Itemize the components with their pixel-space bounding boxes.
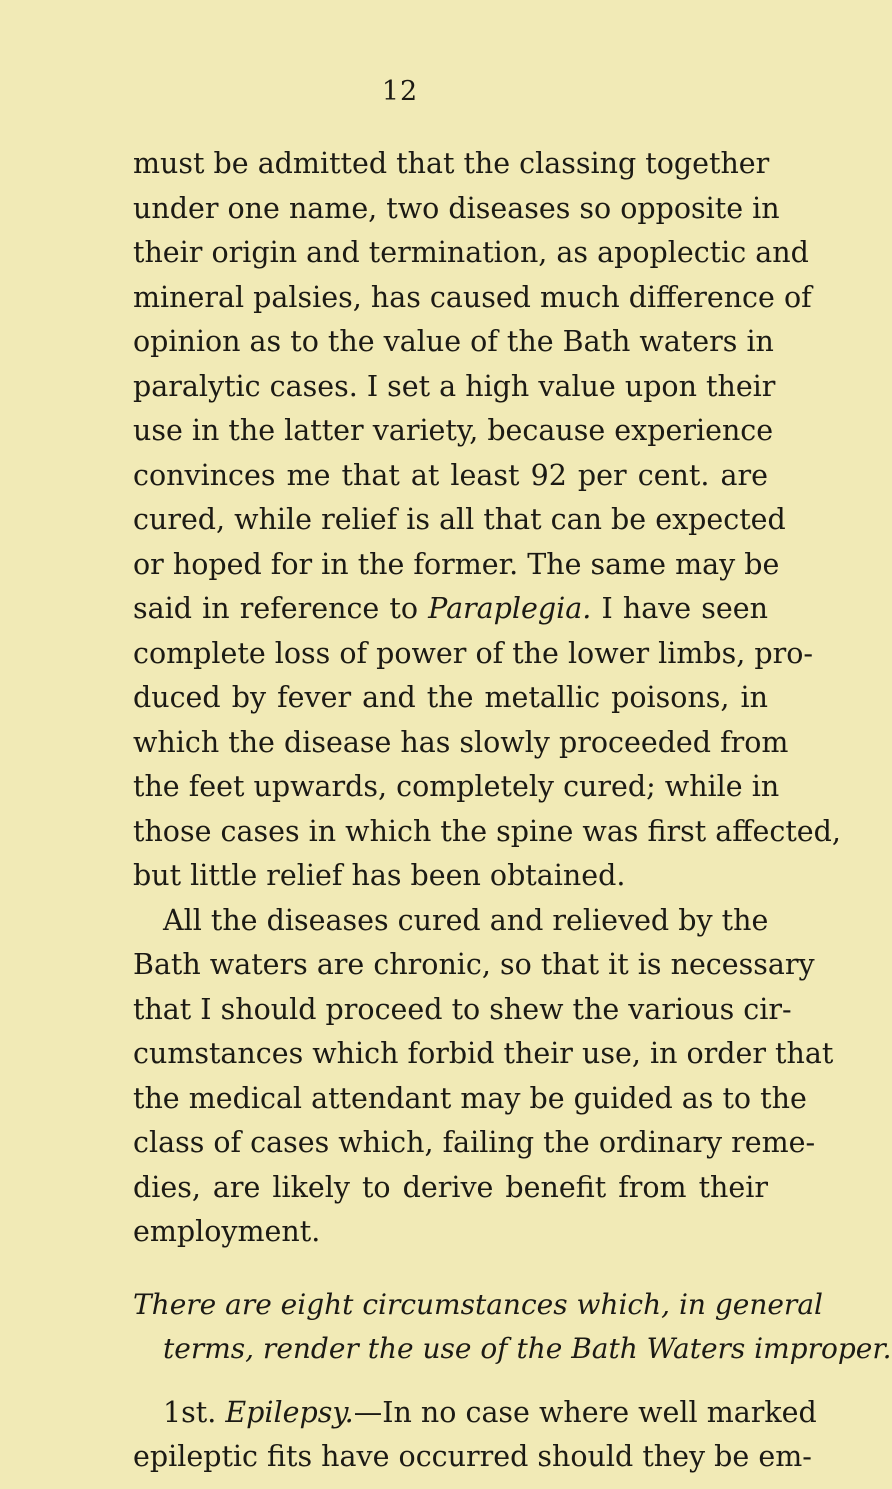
text-line: Bath waters are chronic, so that it is necessary bbox=[133, 948, 815, 981]
text-line: that I should proceed to shew the various cir- bbox=[133, 992, 792, 1026]
heading-line: There are eight circumstances which, in general bbox=[133, 1287, 823, 1321]
text-line: the feet upwards, completely cured; while in bbox=[133, 770, 780, 803]
text-line: All the diseases cured and relieved by the bbox=[163, 903, 769, 937]
paragraph-1 bbox=[133, 142, 841, 899]
text-line: those cases in which the spine was first affected, bbox=[133, 814, 841, 848]
text-line: or hoped for in the former. The same may be bbox=[133, 547, 780, 581]
item-first-line bbox=[133, 1391, 817, 1436]
text-line: employment. bbox=[133, 1215, 321, 1248]
text-line: paralytic cases. I set a high value upon their bbox=[133, 369, 776, 403]
text-line: use in the latter variety, because experience bbox=[133, 414, 774, 447]
item-number: 1st. bbox=[163, 1395, 217, 1429]
text-line: epileptic fits have occurred should they be em- bbox=[133, 1440, 812, 1473]
text-line: complete loss of power of the lower limbs, pro- bbox=[133, 636, 814, 670]
text-line: dies, are likely to derive benefit from their bbox=[133, 1170, 768, 1204]
text-line: their origin and termination, as apoplectic and bbox=[133, 236, 809, 269]
page-number: 12 bbox=[381, 76, 419, 107]
text-line: under one name, two diseases so opposite in bbox=[133, 191, 780, 225]
item-title: Epilepsy. bbox=[225, 1395, 354, 1429]
item-epilepsy bbox=[133, 1391, 817, 1480]
text-line-paraplegia bbox=[133, 587, 768, 632]
paragraph-2 bbox=[133, 899, 834, 1255]
text-line: which the disease has slowly proceeded from bbox=[133, 725, 789, 759]
text-line: duced by fever and the metallic poisons, in bbox=[133, 681, 768, 714]
text-line: opinion as to the value of the Bath waters in bbox=[133, 325, 774, 358]
text-line: class of cases which, failing the ordinary reme- bbox=[133, 1126, 816, 1159]
text-line: mineral palsies, has caused much difference of bbox=[133, 280, 812, 314]
text-run: said in reference to bbox=[133, 592, 429, 625]
text-line: the medical attendant may be guided as to the bbox=[133, 1081, 807, 1115]
body-text bbox=[133, 142, 892, 1480]
text-run: I have seen bbox=[591, 592, 768, 625]
heading-line: terms, render the use of the Bath Waters improper. bbox=[163, 1331, 892, 1365]
text-line: cured, while relief is all that can be expected bbox=[133, 503, 786, 536]
text-line: must be admitted that the classing together bbox=[133, 147, 770, 180]
text-line: but little relief has been obtained. bbox=[133, 859, 626, 892]
italic-term-paraplegia: Paraplegia. bbox=[428, 592, 592, 625]
section-heading bbox=[133, 1283, 892, 1371]
text-line: cumstances which forbid their use, in order that bbox=[133, 1037, 834, 1070]
text-run: —In no case where well marked bbox=[353, 1395, 817, 1429]
text-line: convinces me that at least 92 per cent. are bbox=[133, 458, 768, 492]
